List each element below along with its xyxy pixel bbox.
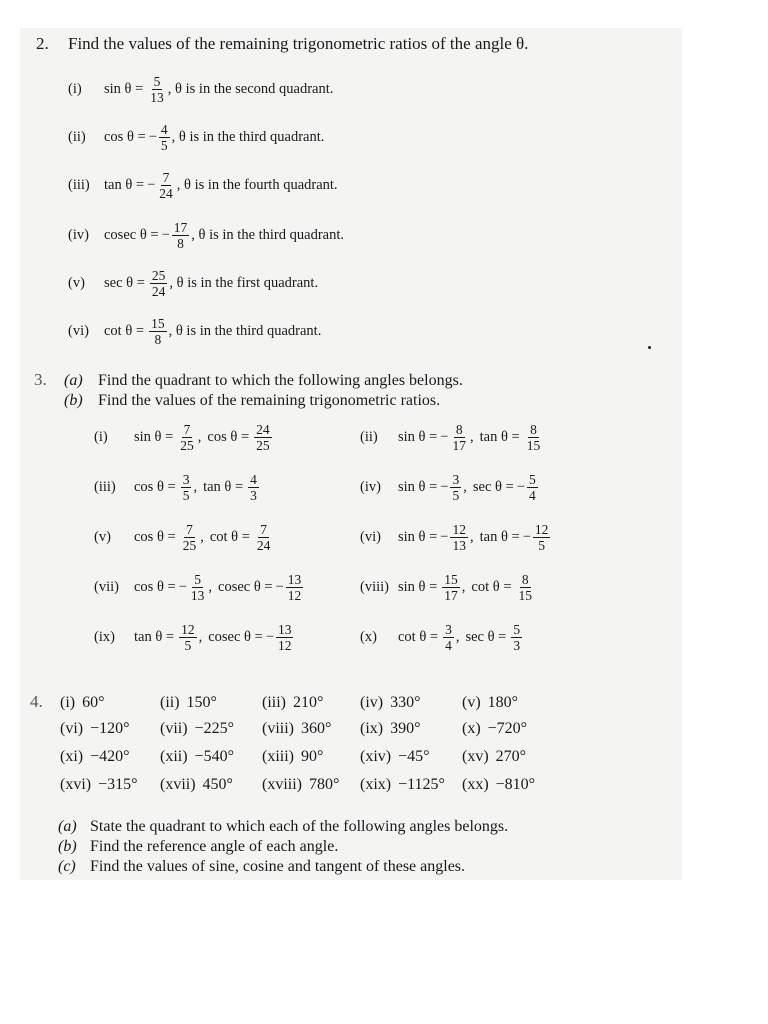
q3-item (94, 572, 305, 603)
q4-angle (462, 776, 535, 794)
q3-part-b: Find the values of the remaining trigonometric ratios. (98, 392, 441, 409)
q4-angle-label: (xiii) (262, 748, 294, 765)
q3-item (360, 622, 524, 653)
fraction-numerator: 3 (445, 622, 452, 637)
fraction-denominator: 17 (452, 438, 466, 453)
q3-comma: , (198, 629, 203, 645)
q3-sign-2: − (275, 579, 284, 595)
q3-item-label: (iv) (360, 479, 381, 495)
fraction-denominator: 13 (190, 588, 205, 603)
q4-angle-value: 180° (487, 694, 519, 711)
q2-item-condition: , θ is in the third quadrant. (171, 129, 325, 145)
q3-sign-1: − (440, 479, 449, 495)
fraction-denominator: 5 (182, 488, 190, 503)
q4-angle-value: 330° (390, 694, 421, 711)
q2-item-condition: , θ is in the third quadrant. (168, 323, 322, 339)
q4-angle-label: (ii) (160, 694, 180, 711)
q4-angle-value: −225° (194, 720, 234, 737)
fraction (150, 268, 168, 299)
q3-part-a-label: (a) (64, 372, 83, 389)
q4-angle-label: (xii) (160, 748, 188, 765)
fraction (248, 472, 259, 503)
q4-angle (60, 776, 138, 794)
q3-item (94, 422, 274, 453)
q4-angle-value: −810° (495, 776, 536, 793)
fraction (179, 622, 197, 653)
q3-item-label: (ix) (94, 629, 115, 645)
q3-ratio-1: sin θ = (398, 529, 438, 545)
fraction-denominator: 15 (526, 438, 541, 453)
fraction (443, 622, 454, 653)
q4-part-label: (c) (58, 858, 76, 875)
fraction-denominator: 24 (151, 284, 166, 299)
q4-angle-value: 780° (309, 776, 340, 793)
fraction-denominator: 4 (528, 488, 536, 503)
q3-ratio-2: cot θ = (209, 529, 250, 545)
q4-part-text: Find the reference angle of each angle. (90, 838, 339, 855)
fraction-denominator: 3 (513, 638, 521, 653)
fraction-numerator: 3 (182, 472, 190, 487)
q4-angle-label: (v) (462, 694, 481, 711)
fraction-numerator: 8 (521, 572, 529, 587)
q4-angle-label: (xi) (60, 748, 84, 765)
q3-sign-2: − (265, 629, 274, 645)
q3-item-label: (ii) (360, 429, 378, 445)
q4-angle-value: 90° (301, 748, 324, 765)
q4-angle (262, 748, 323, 766)
q4-angle (262, 720, 331, 738)
q4-angle-label: (i) (60, 694, 76, 711)
fraction-numerator: 5 (513, 622, 521, 637)
q4-angle (160, 720, 234, 738)
q4-angle-value: 270° (495, 748, 527, 765)
q2-number: 2. (36, 34, 49, 53)
q4-part-text: State the quadrant to which each of the following angles belongs. (90, 818, 509, 835)
q4-angle (60, 694, 105, 712)
fraction-denominator: 8 (177, 236, 184, 251)
q2-item (68, 268, 318, 299)
fraction-denominator: 5 (160, 138, 168, 153)
q2-item-condition: , θ is in the third quadrant. (191, 227, 344, 243)
q4-angle (60, 720, 130, 738)
q2-heading: Find the values of the remaining trigonometric ratios of the angle θ. (68, 34, 529, 53)
fraction-numerator: 5 (528, 472, 536, 487)
q3-ratio-1: cos θ = (134, 479, 176, 495)
q3-ratio-2: cot θ = (471, 579, 512, 595)
fraction-denominator: 5 (452, 488, 460, 503)
q4-part-label: (b) (58, 838, 77, 855)
fraction-numerator: 15 (444, 572, 458, 587)
q4-angle-value: 150° (186, 694, 217, 711)
q3-ratio-2: tan θ = (203, 479, 244, 495)
q3-ratio-1: cos θ = (134, 529, 176, 545)
q3-item (360, 572, 536, 603)
q4-angle-label: (xv) (462, 748, 489, 765)
fraction (255, 522, 273, 553)
q3-comma: , (455, 629, 460, 645)
fraction-numerator: 13 (277, 622, 292, 637)
q4-angle-label: (xiv) (360, 748, 392, 765)
q3-item (360, 522, 552, 553)
fraction (189, 572, 207, 603)
q4-angle (60, 748, 130, 766)
q2-item-label: (v) (68, 275, 85, 291)
fraction (442, 572, 460, 603)
q3-sign-1: − (440, 429, 449, 445)
q4-angle (262, 776, 339, 794)
fraction (533, 522, 551, 553)
fraction-denominator: 25 (256, 438, 270, 453)
q4-angle (462, 748, 526, 766)
q2-item-lhs: sec θ = (104, 275, 145, 291)
q4-angle-value: −540° (194, 748, 234, 765)
q3-item-label: (iii) (94, 479, 116, 495)
q4-angle (160, 748, 234, 766)
q2-item-lhs: sin θ = (104, 81, 144, 97)
fraction-denominator: 4 (445, 638, 452, 653)
q3-comma: , (197, 429, 202, 445)
q4-angle-label: (iv) (360, 694, 384, 711)
fraction (157, 170, 175, 201)
q2-item-lhs: cot θ = (104, 323, 145, 339)
fraction (172, 220, 190, 251)
q4-angle (160, 776, 233, 794)
fraction-denominator: 13 (452, 538, 466, 553)
q3-part-a: Find the quadrant to which the following angles belongs. (98, 372, 463, 389)
q3-sign-1: − (440, 529, 449, 545)
q3-ratio-2: cos θ = (207, 429, 250, 445)
q4-angle-label: (ix) (360, 720, 384, 737)
fraction-denominator: 12 (287, 588, 302, 603)
fraction-numerator: 5 (194, 572, 202, 587)
q4-part-label: (a) (58, 818, 77, 835)
fraction-denominator: 13 (150, 90, 164, 105)
fraction-numerator: 7 (260, 522, 268, 537)
q2-item-label: (iv) (68, 227, 89, 243)
fraction (450, 522, 468, 553)
q4-angle-value: 390° (390, 720, 421, 737)
q4-angle (462, 720, 527, 738)
fraction (527, 472, 538, 503)
q2-item (68, 170, 338, 201)
q3-ratio-1: cos θ = (134, 579, 176, 595)
q4-angle-label: (vi) (60, 720, 84, 737)
fraction (181, 522, 199, 553)
fraction-numerator: 8 (530, 422, 537, 437)
fraction (525, 422, 543, 453)
q2-item-label: (vi) (68, 323, 89, 339)
q4-angle-value: 450° (202, 776, 233, 793)
q4-angle-label: (xx) (462, 776, 489, 793)
fraction-denominator: 24 (256, 538, 271, 553)
fraction-numerator: 4 (160, 122, 168, 137)
fraction-denominator: 25 (180, 438, 194, 453)
q3-item (360, 472, 540, 503)
fraction (178, 422, 196, 453)
q4-angle-label: (xvi) (60, 776, 92, 793)
fraction-numerator: 15 (151, 316, 165, 331)
q3-item (94, 522, 274, 553)
q3-sign-2: − (522, 529, 531, 545)
q4-number: 4. (30, 692, 43, 711)
q3-ratio-2: sec θ = (465, 629, 507, 645)
q3-item-label: (v) (94, 529, 111, 545)
q2-item-condition: , θ is in the fourth quadrant. (176, 177, 338, 193)
fraction-numerator: 7 (183, 422, 191, 437)
q4-angle-label: (iii) (262, 694, 286, 711)
q4-angle-label: (xviii) (262, 776, 302, 793)
q4-part-text: Find the values of sine, cosine and tangent of these angles. (90, 858, 466, 875)
fraction (181, 472, 192, 503)
q3-comma: , (461, 579, 466, 595)
q2-item (68, 316, 321, 347)
q2-item-sign: − (161, 227, 170, 243)
q3-ratio-1: sin θ = (398, 579, 438, 595)
fraction (254, 422, 272, 453)
fraction-denominator: 5 (184, 638, 192, 653)
q4-angle (360, 694, 421, 712)
fraction-numerator: 8 (455, 422, 463, 437)
q3-ratio-2: tan θ = (479, 429, 520, 445)
q2-item-label: (ii) (68, 129, 86, 145)
q3-comma: , (469, 529, 474, 545)
fraction-numerator: 13 (287, 572, 302, 587)
q3-number: 3. (34, 370, 47, 389)
q4-angle-value: −120° (90, 720, 130, 737)
fraction-denominator: 17 (444, 588, 458, 603)
fraction-denominator: 8 (154, 332, 162, 347)
q3-ratio-1: sin θ = (398, 479, 438, 495)
q3-item-label: (viii) (360, 579, 389, 595)
q2-item-label: (i) (68, 81, 82, 97)
q2-item-sign: − (147, 177, 156, 193)
q4-angle-label: (vii) (160, 720, 188, 737)
q4-angle-value: −720° (487, 720, 528, 737)
q2-item-lhs: cos θ = (104, 129, 146, 145)
fraction (148, 74, 166, 105)
q2-item-condition: , θ is in the first quadrant. (169, 275, 319, 291)
q3-ratio-2: sec θ = (472, 479, 514, 495)
q4-angle-value: 210° (293, 694, 324, 711)
q2-item (68, 74, 333, 105)
q4-angle (462, 694, 518, 712)
fraction-denominator: 12 (277, 638, 292, 653)
fraction-denominator: 15 (518, 588, 533, 603)
fraction-numerator: 3 (452, 472, 460, 487)
q4-angle-label: (x) (462, 720, 481, 737)
q2-item (68, 122, 324, 153)
fraction-numerator: 17 (173, 220, 188, 235)
q3-ratio-1: sin θ = (134, 429, 174, 445)
q3-item-label: (i) (94, 429, 108, 445)
q3-ratio-2: cosec θ = (208, 629, 263, 645)
q4-angle-value: −1125° (398, 776, 445, 793)
fraction-numerator: 5 (153, 74, 161, 89)
fraction (149, 316, 167, 347)
fraction-denominator: 3 (250, 488, 257, 503)
q4-angle (360, 776, 445, 794)
q2-item-label: (iii) (68, 177, 90, 193)
q3-comma: , (463, 479, 467, 495)
q3-part-b-label: (b) (64, 392, 83, 409)
q4-angle-value: −45° (398, 748, 430, 765)
q3-item-label: (x) (360, 629, 377, 645)
fraction-numerator: 7 (186, 522, 193, 537)
fraction (517, 572, 535, 603)
q3-item-label: (vi) (360, 529, 381, 545)
q3-item-label: (vii) (94, 579, 119, 595)
fraction (276, 622, 294, 653)
q3-item (94, 622, 295, 653)
q4-angle-value: 360° (301, 720, 332, 737)
fraction-numerator: 12 (534, 522, 549, 537)
q3-item (94, 472, 261, 503)
q4-angle (262, 694, 323, 712)
q2-item-lhs: tan θ = (104, 177, 145, 193)
q4-angle-value: −420° (90, 748, 130, 765)
q4-angle-label: (xvii) (160, 776, 196, 793)
q3-item (360, 422, 544, 453)
q4-angle-value: −315° (98, 776, 138, 793)
fraction-numerator: 12 (452, 522, 466, 537)
q4-angle (360, 748, 430, 766)
fraction (159, 122, 170, 153)
q4-angle (360, 720, 421, 738)
q3-ratio-2: tan θ = (479, 529, 520, 545)
fraction (450, 472, 461, 503)
q3-sign-1: − (178, 579, 187, 595)
q4-angle-label: (viii) (262, 720, 294, 737)
fraction-numerator: 24 (256, 422, 270, 437)
q4-angle-value: 60° (82, 694, 105, 711)
fraction (286, 572, 304, 603)
fraction-numerator: 12 (181, 622, 195, 637)
fraction-denominator: 5 (538, 538, 546, 553)
fraction-numerator: 7 (162, 170, 170, 185)
fraction-numerator: 25 (151, 268, 166, 283)
fraction (450, 422, 468, 453)
q2-item-sign: − (148, 129, 157, 145)
q4-angle-label: (xix) (360, 776, 392, 793)
q3-comma: , (193, 479, 198, 495)
q2-item-lhs: cosec θ = (104, 227, 159, 243)
q2-item (68, 220, 344, 251)
q3-sign-2: − (516, 479, 525, 495)
q3-comma: , (208, 579, 213, 595)
fraction-denominator: 25 (182, 538, 197, 553)
q2-item-condition: , θ is in the second quadrant. (167, 81, 334, 97)
stray-mark (648, 346, 651, 349)
q3-ratio-1: sin θ = (398, 429, 438, 445)
q4-angle (160, 694, 217, 712)
fraction-numerator: 4 (250, 472, 257, 487)
fraction-denominator: 24 (159, 186, 173, 201)
q3-ratio-1: cot θ = (398, 629, 439, 645)
q3-comma: , (200, 529, 204, 545)
q3-ratio-2: cosec θ = (218, 579, 273, 595)
q3-ratio-1: tan θ = (134, 629, 175, 645)
q3-comma: , (469, 429, 474, 445)
fraction (511, 622, 522, 653)
